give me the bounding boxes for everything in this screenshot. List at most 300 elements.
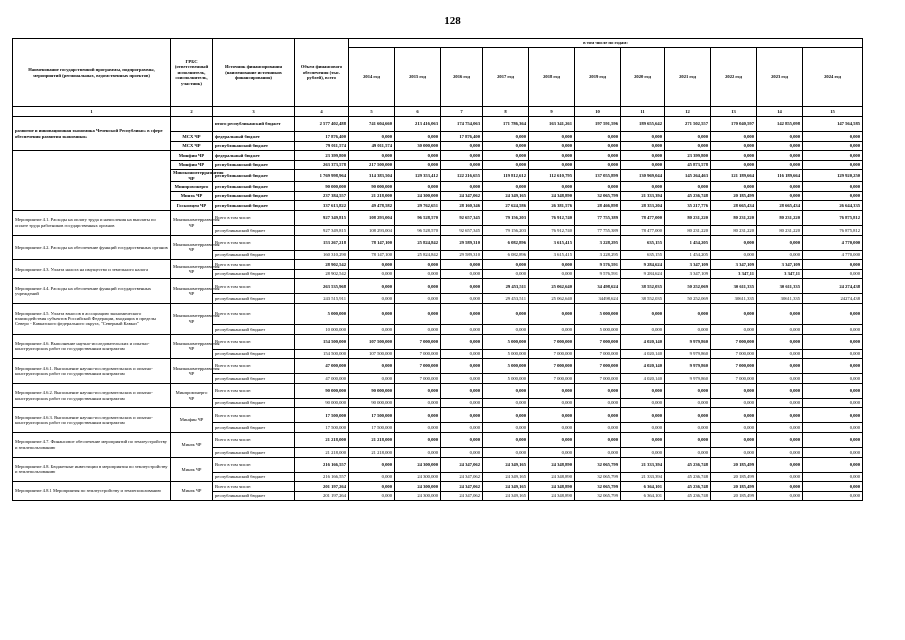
- source-cell: Всего в том числе:: [213, 279, 295, 294]
- year-value: 0,000: [757, 303, 803, 324]
- year-value: 0,000: [349, 151, 395, 161]
- header-grbs: ГРБС (ответственный исполнитель, соисполнитель, участник): [171, 39, 213, 107]
- year-value: 21 333,394: [621, 472, 665, 482]
- source-cell: республиканский бюджет: [213, 250, 295, 260]
- year-value: 6 364,101: [621, 491, 665, 501]
- column-index: 1: [13, 107, 171, 117]
- year-value: 0,000: [803, 457, 863, 472]
- year-value: 197 591,596: [575, 117, 621, 132]
- year-value: 77 755,389: [575, 210, 621, 225]
- year-value: 0,000: [803, 269, 863, 279]
- year-value: 0,000: [621, 141, 665, 151]
- year-value: 3 347,109: [665, 260, 711, 270]
- year-value: 26 644,335: [803, 201, 863, 211]
- year-value: 0,000: [757, 374, 803, 384]
- year-value: 1 454,205: [665, 250, 711, 260]
- year-value: 76 875,812: [803, 210, 863, 225]
- year-value: 0,000: [529, 303, 575, 324]
- year-value: 3 347,11: [711, 269, 757, 279]
- total-value: 28 902,542: [295, 260, 349, 270]
- year-value: 0,000: [441, 294, 483, 304]
- year-value: 45 236,748: [665, 191, 711, 201]
- year-value: 24 300,000: [395, 482, 441, 492]
- year-value: 0,000: [483, 398, 529, 408]
- source-cell: Всего в том числе:: [213, 408, 295, 423]
- year-value: 20 185,499: [711, 472, 757, 482]
- year-value: 0,000: [803, 432, 863, 447]
- year-value: 142 855,098: [757, 117, 803, 132]
- year-value: 0,000: [803, 260, 863, 270]
- year-value: 0,000: [349, 482, 395, 492]
- total-value: 237 384,557: [295, 191, 349, 201]
- year-value: 0,000: [349, 132, 395, 142]
- year-value: 0,000: [529, 141, 575, 151]
- year-value: 9 284,624: [621, 269, 665, 279]
- source-cell: федеральный бюджет: [213, 132, 295, 142]
- year-value: 145 264,463: [665, 170, 711, 182]
- year-value: 3 347,109: [711, 260, 757, 270]
- year-value: 50 252,069: [665, 294, 711, 304]
- year-value: 0,000: [621, 132, 665, 142]
- total-value: 927 349,815: [295, 210, 349, 225]
- year-value: 0,000: [395, 260, 441, 270]
- year-value: 0,000: [483, 182, 529, 192]
- column-index: 9: [529, 107, 575, 117]
- year-value: 0,000: [529, 132, 575, 142]
- year-value: 24 300,000: [395, 457, 441, 472]
- year-value: 0,000: [757, 359, 803, 374]
- year-value: 0,000: [757, 132, 803, 142]
- year-value: 80 231,220: [665, 225, 711, 235]
- year-value: 107 500,000: [349, 349, 395, 359]
- source-cell: Всего в том числе:: [213, 482, 295, 492]
- source-cell: республиканский бюджет: [213, 324, 295, 334]
- header-year: 2022 год: [711, 48, 757, 107]
- measure-name: Мероприятие 4.8.1 Мероприятия по землеустройству и землепользованию: [13, 482, 171, 501]
- year-value: 0,000: [621, 423, 665, 433]
- header-year: 2024 год: [803, 48, 863, 107]
- header-source: Источник финансирования (наименование источников финансирования): [213, 39, 295, 107]
- source-cell: федеральный бюджет: [213, 151, 295, 161]
- year-value: 23 399,800: [665, 151, 711, 161]
- year-value: 0,000: [349, 324, 395, 334]
- year-value: 49 011,574: [349, 141, 395, 151]
- year-value: 24 348,890: [529, 472, 575, 482]
- year-value: 76 912,740: [529, 225, 575, 235]
- year-value: 21 218,000: [349, 432, 395, 447]
- year-value: 7 000,000: [529, 374, 575, 384]
- year-value: 0,000: [575, 160, 621, 170]
- year-value: 271 502,557: [665, 117, 711, 132]
- measure-name: Мероприятие 4.8. Бюджетные инвестиции в мероприятия по землеустройству и землепользованию: [13, 457, 171, 482]
- year-value: 24 348,890: [529, 191, 575, 201]
- measure-name-empty: [13, 151, 171, 211]
- year-value: 38 552,035: [621, 294, 665, 304]
- total-value: 201 197,264: [295, 491, 349, 501]
- year-value: 34498,624: [575, 294, 621, 304]
- year-value: 29 762,651: [395, 201, 441, 211]
- total-value: 1 769 998,964: [295, 170, 349, 182]
- year-value: 0,000: [711, 447, 757, 457]
- year-value: 0,000: [621, 182, 665, 192]
- year-value: 0,000: [575, 151, 621, 161]
- year-value: 96 528,570: [395, 210, 441, 225]
- total-value: 90 000,000: [295, 398, 349, 408]
- year-value: 0,000: [349, 491, 395, 501]
- year-value: 0,000: [441, 279, 483, 294]
- year-value: 0,000: [441, 334, 483, 349]
- year-value: 20 185,499: [711, 491, 757, 501]
- source-cell: республиканский бюджет: [213, 294, 295, 304]
- table-row: [13, 210, 863, 225]
- year-value: 0,000: [483, 132, 529, 142]
- year-value: 0,000: [395, 432, 441, 447]
- year-value: 0,000: [483, 432, 529, 447]
- year-value: 0,000: [757, 432, 803, 447]
- column-index: 7: [441, 107, 483, 117]
- total-value: 90 000,000: [295, 182, 349, 192]
- year-value: 5 000,000: [483, 359, 529, 374]
- header-year: 2015 год: [395, 48, 441, 107]
- year-value: 0,000: [483, 383, 529, 398]
- year-value: 79 156,203: [483, 210, 529, 225]
- year-value: 0,000: [757, 408, 803, 423]
- year-value: 7 000,000: [575, 334, 621, 349]
- year-value: 0,000: [395, 182, 441, 192]
- year-value: 90 000,000: [349, 383, 395, 398]
- header-year: 2023 год: [757, 48, 803, 107]
- year-value: 7 000,000: [711, 374, 757, 384]
- year-value: 17 876,400: [441, 132, 483, 142]
- year-value: 0,000: [711, 303, 757, 324]
- year-value: 0,000: [395, 423, 441, 433]
- column-index: 11: [621, 107, 665, 117]
- year-value: 0,000: [575, 182, 621, 192]
- year-value: 0,000: [395, 160, 441, 170]
- grbs-cell: Минэкономтерразвития ЧР: [171, 279, 213, 304]
- year-value: 122 216,655: [441, 170, 483, 182]
- column-index: 5: [349, 107, 395, 117]
- year-value: 0,000: [621, 408, 665, 423]
- year-value: 76 875,812: [803, 225, 863, 235]
- source-cell: республиканский бюджет: [213, 398, 295, 408]
- measure-name: развитие и инновационная экономика Чеченской Республики» в сфере обеспечения развития экономики»: [13, 117, 171, 151]
- year-value: 24 300,000: [395, 472, 441, 482]
- header-year: 2019 год: [575, 48, 621, 107]
- year-value: 0,000: [483, 151, 529, 161]
- table-row: [13, 260, 863, 270]
- year-value: 7 000,000: [529, 359, 575, 374]
- year-value: 30 000,000: [395, 141, 441, 151]
- table-row: [13, 482, 863, 492]
- year-value: 107 500,000: [349, 334, 395, 349]
- year-value: 0,000: [395, 132, 441, 142]
- grbs-cell: Госкомцен ЧР: [171, 201, 213, 211]
- year-value: 45 236,748: [665, 472, 711, 482]
- year-value: 0,000: [349, 279, 395, 294]
- year-value: 30 611,335: [711, 279, 757, 294]
- year-value: 80 231,220: [711, 210, 757, 225]
- total-value: 216 166,557: [295, 472, 349, 482]
- year-value: 174 754,063: [441, 117, 483, 132]
- year-value: 24 347,062: [441, 491, 483, 501]
- source-cell: республиканский бюджет: [213, 374, 295, 384]
- year-value: 7 000,000: [575, 359, 621, 374]
- year-value: 0,000: [757, 191, 803, 201]
- year-value: 0,000: [803, 398, 863, 408]
- year-value: 0,000: [575, 447, 621, 457]
- year-value: 0,000: [395, 269, 441, 279]
- year-value: 0,000: [621, 432, 665, 447]
- year-value: 0,000: [757, 334, 803, 349]
- year-value: 0,000: [349, 374, 395, 384]
- total-value: 154 500,000: [295, 349, 349, 359]
- total-value: 28 902,542: [295, 269, 349, 279]
- year-value: 0,000: [621, 324, 665, 334]
- year-value: 30611,335: [711, 294, 757, 304]
- year-value: 6 082,896: [483, 250, 529, 260]
- year-value: 0,000: [349, 269, 395, 279]
- year-value: 29 453,511: [483, 294, 529, 304]
- header-year: 2016 год: [441, 48, 483, 107]
- header-year: 2017 год: [483, 48, 529, 107]
- source-cell: республиканский бюджет: [213, 191, 295, 201]
- year-value: 314 383,504: [349, 170, 395, 182]
- year-value: 0,000: [441, 349, 483, 359]
- year-value: 3 228,295: [575, 250, 621, 260]
- table-row: [13, 457, 863, 472]
- year-value: 0,000: [803, 151, 863, 161]
- grbs-cell: Минэкономтерразвития ЧР: [171, 334, 213, 359]
- year-value: 0,000: [665, 141, 711, 151]
- year-value: 0,000: [711, 383, 757, 398]
- year-value: 4 020,140: [621, 359, 665, 374]
- total-value: 216 166,557: [295, 457, 349, 472]
- year-value: 0,000: [441, 324, 483, 334]
- year-value: 0,000: [803, 359, 863, 374]
- year-value: 4 020,140: [621, 349, 665, 359]
- table-row: [13, 334, 863, 349]
- year-value: 0,000: [711, 324, 757, 334]
- year-value: 0,000: [757, 383, 803, 398]
- year-value: 0,000: [803, 303, 863, 324]
- year-value: 0,000: [529, 260, 575, 270]
- year-value: 80 231,220: [757, 210, 803, 225]
- year-value: 78 477,000: [621, 225, 665, 235]
- measure-name: Мероприятие 4.2. Расходы на обеспечение функций государственных органов: [13, 235, 171, 260]
- year-value: 0,000: [803, 160, 863, 170]
- year-value: 0,000: [349, 472, 395, 482]
- year-value: 116 189,664: [757, 170, 803, 182]
- source-cell: республиканский бюджет: [213, 170, 295, 182]
- year-value: 30 611,335: [757, 279, 803, 294]
- year-value: 119 812,612: [483, 170, 529, 182]
- year-value: 0,000: [483, 160, 529, 170]
- year-value: 34 498,624: [575, 279, 621, 294]
- year-value: 28 353,204: [621, 201, 665, 211]
- year-value: 4 770,000: [803, 235, 863, 250]
- total-value: 927 349,815: [295, 225, 349, 235]
- year-value: 0,000: [575, 383, 621, 398]
- source-cell: республиканский бюджет: [213, 349, 295, 359]
- year-value: 0,000: [803, 141, 863, 151]
- total-value: 154 500,000: [295, 334, 349, 349]
- year-value: 0,000: [349, 294, 395, 304]
- year-value: 24 347,062: [441, 457, 483, 472]
- source-cell: Всего в том числе:: [213, 303, 295, 324]
- year-value: 24 349,165: [483, 491, 529, 501]
- year-value: 0,000: [803, 324, 863, 334]
- year-value: 32 065,799: [575, 482, 621, 492]
- year-value: 45 236,748: [665, 457, 711, 472]
- total-value: 5 000,000: [295, 303, 349, 324]
- year-value: 0,000: [803, 374, 863, 384]
- source-cell: республиканский бюджет: [213, 225, 295, 235]
- column-index: 10: [575, 107, 621, 117]
- year-value: 0,000: [483, 324, 529, 334]
- year-value: 29 589,310: [441, 250, 483, 260]
- year-value: 24 300,000: [395, 491, 441, 501]
- year-value: 3 347,11: [757, 269, 803, 279]
- year-value: 7 000,000: [575, 374, 621, 384]
- measure-name: Мероприятие 4.6. Выполнение научно-исследовательских и опытно-конструкторских работ по государственным контрактам: [13, 334, 171, 359]
- year-value: 4 020,140: [621, 374, 665, 384]
- year-value: 0,000: [665, 132, 711, 142]
- year-value: 4 020,140: [621, 334, 665, 349]
- year-value: 0,000: [757, 324, 803, 334]
- column-index: 4: [295, 107, 349, 117]
- year-value: 5 000,000: [483, 349, 529, 359]
- column-index: 14: [757, 107, 803, 117]
- budget-table: [12, 38, 863, 501]
- year-value: 0,000: [803, 423, 863, 433]
- header-total: Объем финансового обеспечения (тыс. рублей), всего: [295, 39, 349, 107]
- total-value: 23 399,800: [295, 151, 349, 161]
- year-value: 635,155: [621, 250, 665, 260]
- year-value: 20 185,499: [711, 457, 757, 472]
- year-value: 21 333,394: [621, 457, 665, 472]
- header-year: 2018 год: [529, 48, 575, 107]
- year-value: 5 000,000: [483, 334, 529, 349]
- year-value: 29 589,310: [441, 235, 483, 250]
- year-value: 7 000,000: [395, 334, 441, 349]
- year-value: 741 604,660: [349, 117, 395, 132]
- grbs-cell: Минэк ЧР: [171, 191, 213, 201]
- year-value: 0,000: [665, 408, 711, 423]
- year-value: 49 478,582: [349, 201, 395, 211]
- year-value: 0,000: [621, 383, 665, 398]
- year-value: 79 156,203: [483, 225, 529, 235]
- page-number: 128: [444, 15, 461, 27]
- year-value: 0,000: [757, 472, 803, 482]
- column-index: 2: [171, 107, 213, 117]
- year-value: 0,000: [621, 398, 665, 408]
- year-value: 77 755,389: [575, 225, 621, 235]
- year-value: 0,000: [803, 334, 863, 349]
- year-value: 0,000: [621, 151, 665, 161]
- year-value: 0,000: [665, 383, 711, 398]
- year-value: 0,000: [757, 423, 803, 433]
- year-value: 78 147,100: [349, 235, 395, 250]
- year-value: 0,000: [803, 349, 863, 359]
- year-value: 7 000,000: [711, 334, 757, 349]
- year-value: 17 500,000: [349, 423, 395, 433]
- year-value: 0,000: [757, 482, 803, 492]
- year-value: 0,000: [711, 182, 757, 192]
- year-value: 9 576,591: [575, 260, 621, 270]
- year-value: 0,000: [575, 398, 621, 408]
- year-value: 0,000: [395, 383, 441, 398]
- year-value: 0,000: [395, 279, 441, 294]
- year-value: 0,000: [441, 260, 483, 270]
- year-value: 4 770,000: [803, 250, 863, 260]
- year-value: 24 348,890: [529, 482, 575, 492]
- year-value: 1 454,205: [665, 235, 711, 250]
- year-value: 24 348,890: [529, 457, 575, 472]
- year-value: 0,000: [711, 141, 757, 151]
- year-value: 32 065,799: [575, 457, 621, 472]
- year-value: 26 381,576: [529, 201, 575, 211]
- column-index: 6: [395, 107, 441, 117]
- year-value: 0,000: [441, 359, 483, 374]
- year-value: 21 218,000: [349, 447, 395, 457]
- table-row: [13, 151, 863, 161]
- measure-name: Мероприятие 4.3. Уплата налога на имущество и земельного налога: [13, 260, 171, 279]
- year-value: 24274,438: [803, 294, 863, 304]
- grbs-cell: Минэк ЧР: [171, 457, 213, 482]
- source-cell: республиканский бюджет: [213, 491, 295, 501]
- header-year: 2014 год: [349, 48, 395, 107]
- year-value: 0,000: [757, 250, 803, 260]
- year-value: 0,000: [529, 182, 575, 192]
- grbs-cell: Минфин ЧР: [171, 160, 213, 170]
- year-value: 0,000: [757, 160, 803, 170]
- total-value: 10 000,000: [295, 324, 349, 334]
- year-value: 0,000: [441, 269, 483, 279]
- year-value: 0,000: [395, 398, 441, 408]
- source-cell: республиканский бюджет: [213, 201, 295, 211]
- source-cell: республиканский бюджет: [213, 447, 295, 457]
- grbs-cell: Минэк ЧР: [171, 482, 213, 501]
- year-value: 0,000: [621, 303, 665, 324]
- year-value: 0,000: [483, 447, 529, 457]
- measure-name: Мероприятие 4.6.1. Выполнение научно-исследовательских и опытно-конструкторских работ по государственным контрактам: [13, 359, 171, 384]
- year-value: 28 466,898: [575, 201, 621, 211]
- source-cell: республиканский бюджет: [213, 269, 295, 279]
- year-value: 0,000: [441, 383, 483, 398]
- total-value: 263 535,968: [295, 279, 349, 294]
- year-value: 9 284,624: [621, 260, 665, 270]
- year-value: 32 065,799: [575, 472, 621, 482]
- year-value: 0,000: [529, 324, 575, 334]
- year-value: 0,000: [803, 472, 863, 482]
- year-value: 5 000,000: [575, 303, 621, 324]
- year-value: 80 231,220: [665, 210, 711, 225]
- year-value: 0,000: [665, 447, 711, 457]
- year-value: 0,000: [441, 141, 483, 151]
- column-index: 8: [483, 107, 529, 117]
- year-value: 147 564,585: [803, 117, 863, 132]
- year-value: 7 000,000: [711, 349, 757, 359]
- year-value: 6 082,896: [483, 235, 529, 250]
- year-value: 24 274,438: [803, 279, 863, 294]
- year-value: 213 416,063: [395, 117, 441, 132]
- year-value: 21 218,000: [349, 191, 395, 201]
- year-value: 24 300,000: [395, 191, 441, 201]
- header-name: Наименование государственной программы, подпрограммы, мероприятий (региональных, ведомственных проектов): [13, 39, 171, 107]
- table-row: [13, 117, 863, 132]
- year-value: 0,000: [803, 491, 863, 501]
